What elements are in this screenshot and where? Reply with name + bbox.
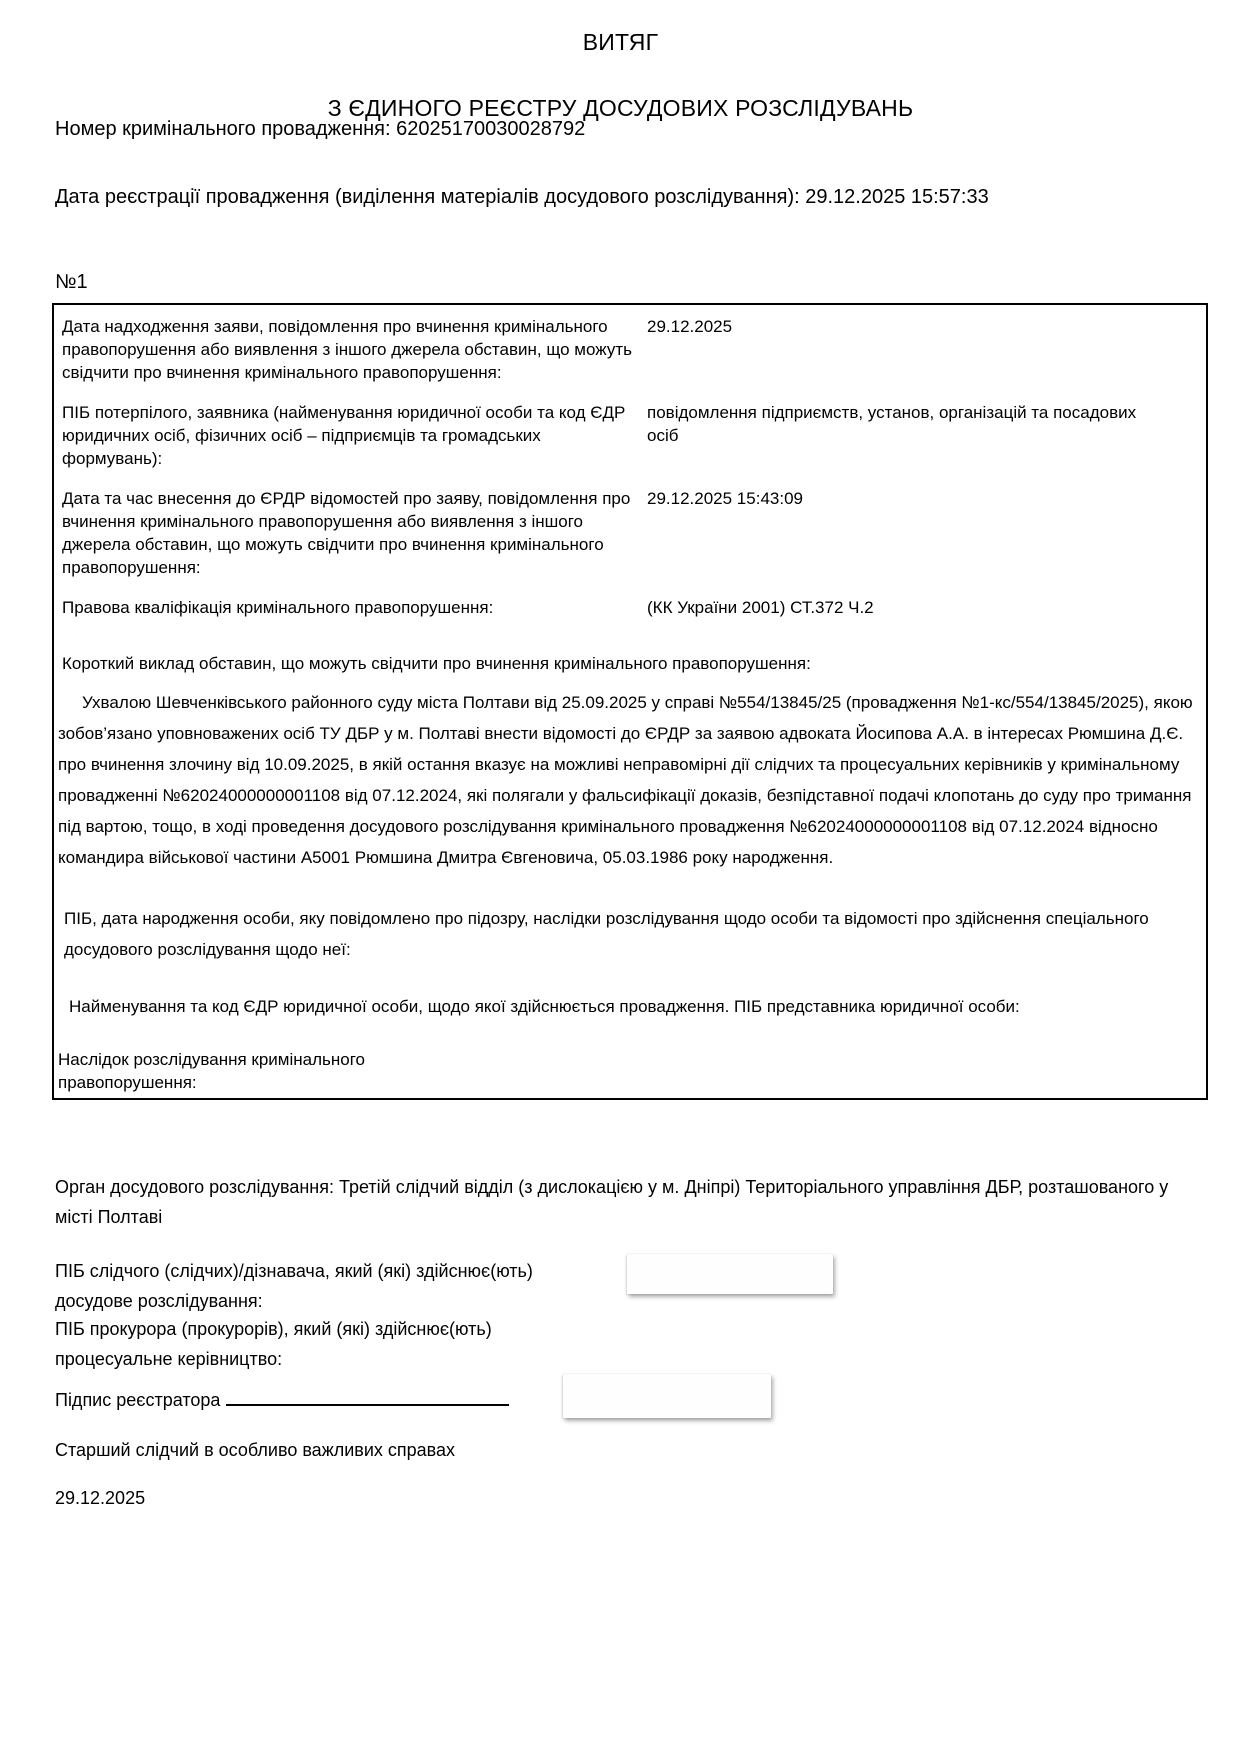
- redaction-box-signature: [563, 1374, 771, 1418]
- row-value-incident-date: 29.12.2025: [647, 317, 733, 336]
- document-title-line1: ВИТЯГ: [582, 29, 659, 55]
- document-date: 29.12.2025: [55, 1488, 146, 1508]
- prosecutor-label: ПІБ прокурора (прокурорів), який (які) здійснює(ють) процесуальне керівництво:: [55, 1319, 492, 1369]
- suspect-info-heading: ПІБ, дата народження особи, яку повідомлено про підозру, наслідки розслідування щодо особи та відомості про здійснення спеціального досудового розслідування щодо неї:: [64, 909, 1149, 959]
- case-number-line: Номер кримінального провадження: 62025170030028792: [55, 118, 586, 140]
- record-number-heading: №1: [55, 271, 88, 293]
- row-value-erdr-entry-datetime: 29.12.2025 15:43:09: [647, 489, 803, 508]
- row-label-erdr-entry-datetime: Дата та час внесення до ЄРДР відомостей про заяву, повідомлення про вчинення кримінального правопорушення або виявлення з іншого джерела обставин, що можуть свідчити про вчинення кримінального правопорушення:: [62, 489, 631, 577]
- record-table: [52, 303, 1208, 1100]
- registrar-signature-block: [55, 1390, 509, 1411]
- row-label-victim: ПІБ потерпілого, заявника (найменування юридичної особи та код ЄДР юридичних осіб, фізичних осіб – підприємців та громадських формувань):: [62, 403, 626, 468]
- registrar-signature-label: Підпис реєстратора: [55, 1390, 221, 1410]
- signature-line: [226, 1391, 509, 1406]
- summary-heading: Короткий виклад обставин, що можуть свідчити про вчинення кримінального правопорушення:: [62, 654, 811, 673]
- investigator-label: ПІБ слідчого (слідчих)/дізнавача, який (які) здійснює(ють) досудове розслідування:: [55, 1261, 533, 1311]
- table-row: [62, 401, 1196, 470]
- registration-date-line: Дата реєстрації провадження (виділення матеріалів досудового розслідування): 29.12.2025 15:57:33: [55, 186, 989, 208]
- investigation-body-line: Орган досудового розслідування: Третій слідчий відділ (з дислокацією у м. Дніпрі) Територіального управління ДБР, розташованого у місті Полтаві: [55, 1177, 1169, 1227]
- row-label-incident-date: Дата надходження заяви, повідомлення про вчинення кримінального правопорушення або виявлення з іншого джерела обставин, що можуть свідчити про вчинення кримінального правопорушення:: [62, 317, 632, 382]
- document-title: [0, 26, 1241, 125]
- registrar-position-line: Старший слідчий в особливо важливих справах: [55, 1440, 456, 1460]
- row-value-legal-qualification: (КК України 2001) СТ.372 Ч.2: [647, 598, 874, 617]
- legal-entity-heading: Найменування та код ЄДР юридичної особи, щодо якої здійснюється провадження. ПІБ представника юридичної особи:: [69, 997, 1020, 1016]
- summary-text: Ухвалою Шевченківського районного суду міста Полтави від 25.09.2025 у справі №554/13845/25 (провадження №1-кс/554/13845/2025), якою зобов’язано уповноважених осіб ТУ ДБР у м. Полтаві внести відомості до ЄРДР за заявою адвоката Йосипова А.А. в інтересах Рюмшина Д.Є. про вчинення злочину від 10.09.2025, в якій остання вказує на можливі неправомірні дії слідчих та процесуальних керівників у кримінальному провадженні №62024000000001108 від 07.12.2024, які полягали у фальсифікації доказів, безпідставної подачі клопотань до суду про тримання під вартою, тощо, в ході проведення досудового розслідування кримінального провадження №62024000000001108 від 07.12.2024 відносно командира військової частини А5001 Рюмшина Дмитра Євгеновича, 05.03.1986 року народження.: [58, 693, 1193, 867]
- redaction-box-investigator: [627, 1254, 833, 1294]
- row-label-legal-qualification: Правова кваліфікація кримінального правопорушення:: [62, 598, 494, 617]
- table-row: [62, 315, 1196, 384]
- row-value-victim: повідомлення підприємств, установ, організацій та посадових осіб: [647, 403, 1137, 445]
- table-row: [62, 596, 1196, 619]
- outcome-heading: Наслідок розслідування кримінального правопорушення:: [58, 1050, 365, 1092]
- document-title-line2: З ЄДИНОГО РЕЄСТРУ ДОСУДОВИХ РОЗСЛІДУВАНЬ: [327, 95, 914, 121]
- table-row: [62, 487, 1196, 579]
